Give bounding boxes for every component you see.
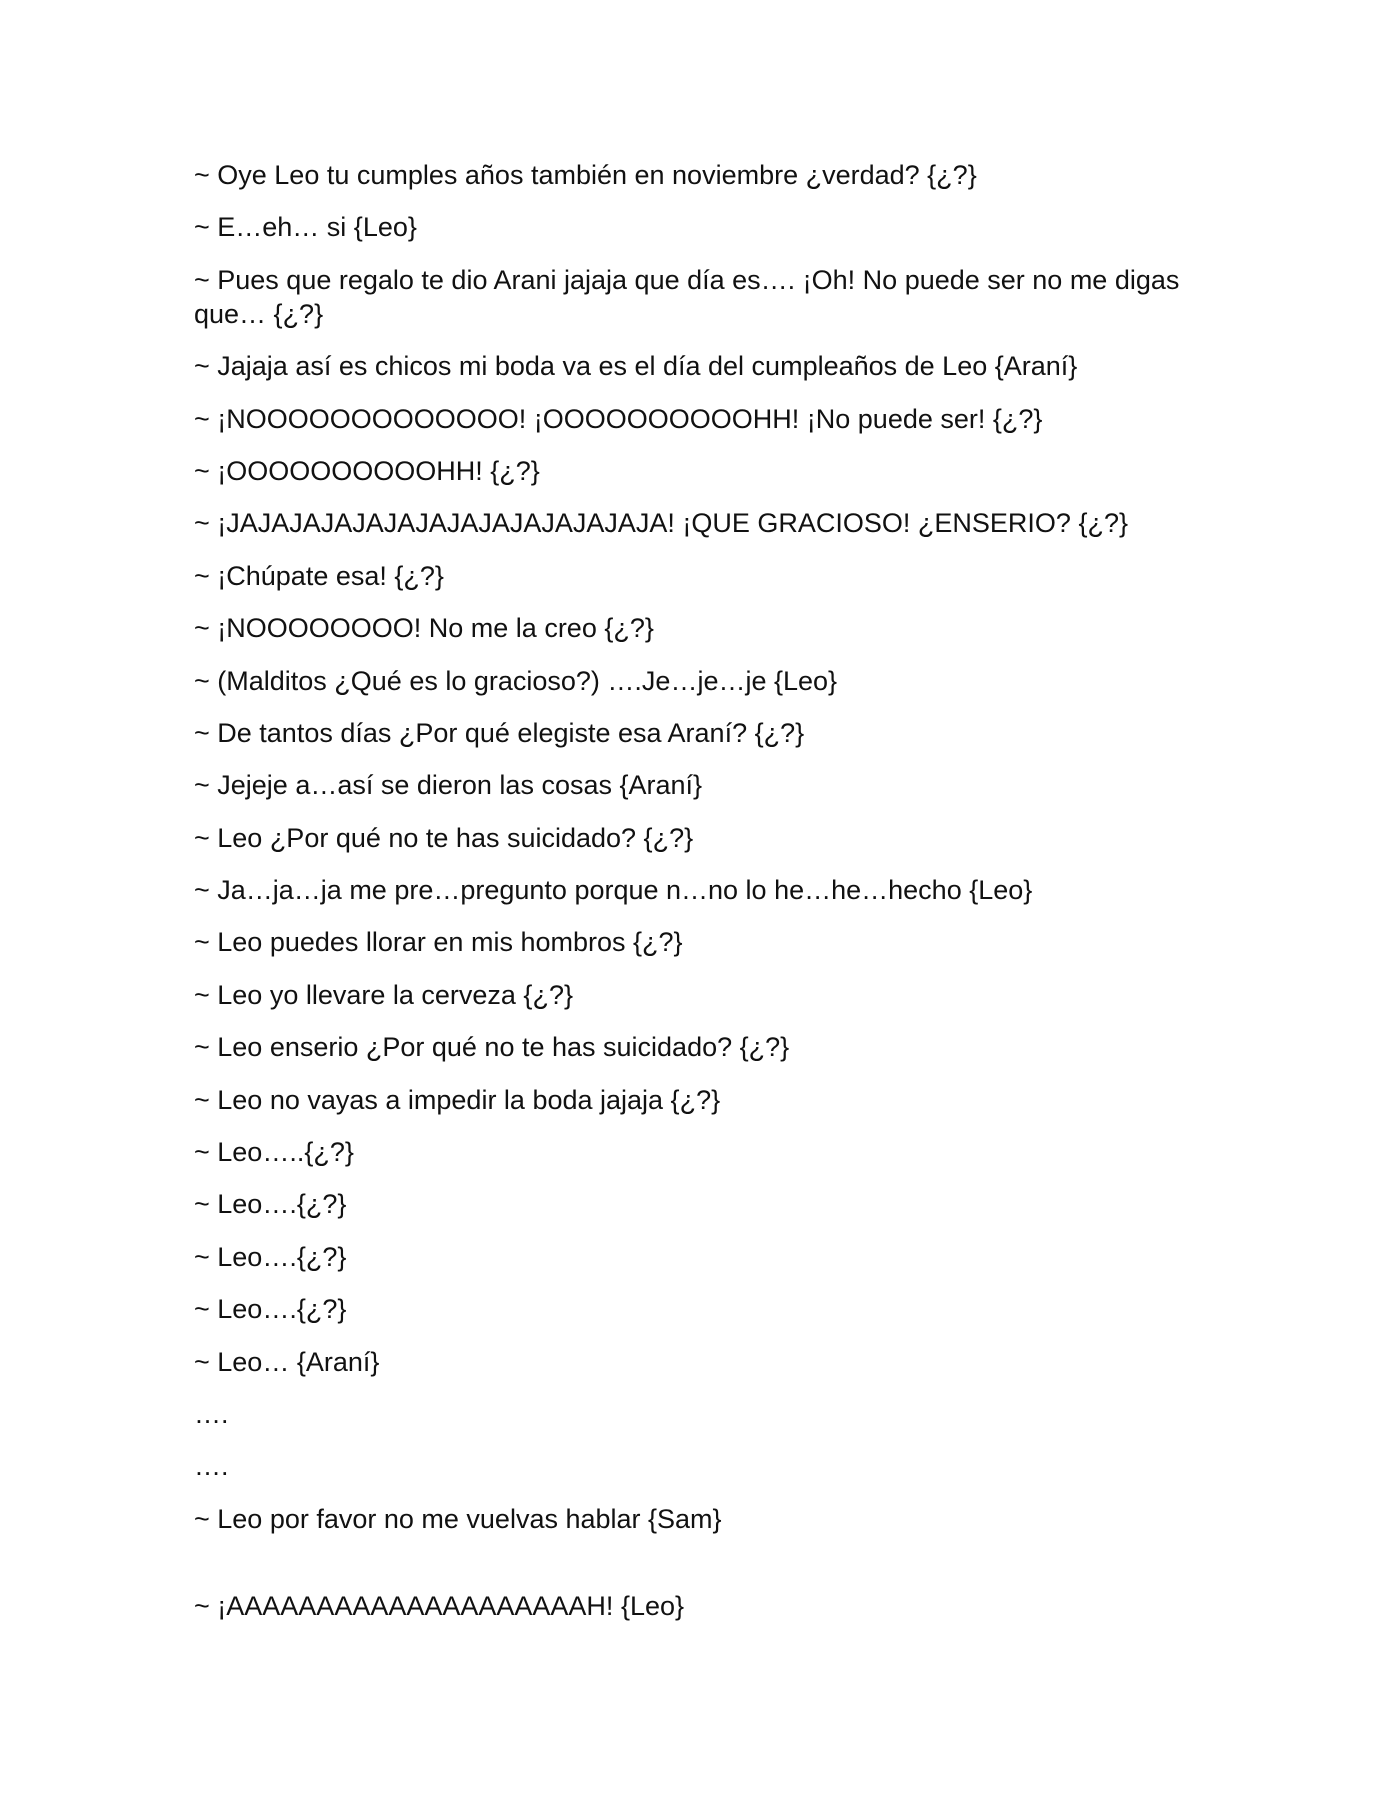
dialogue-line-24: ~ Leo por favor no me vuelvas hablar {Sam} — [194, 1503, 722, 1534]
ellipsis-line-1: …. — [194, 1398, 229, 1429]
dialogue-line-4: ~ Jajaja así es chicos mi boda va es el día del cumpleaños de Leo {Araní} — [194, 351, 1078, 382]
dialogue-line-3: ~ Pues que regalo te dio Arani jajaja que día es…. ¡Oh! No puede ser no me digas que… {¿?} — [194, 264, 1180, 329]
dialogue-line-14: ~ Ja…ja…ja me pre…pregunto porque n…no lo he…he…hecho {Leo} — [194, 875, 1033, 906]
dialogue-line-2: ~ E…eh… si {Leo} — [194, 212, 417, 243]
dialogue-line-19: ~ Leo…..{¿?} — [194, 1137, 354, 1168]
dialogue-line-11: ~ De tantos días ¿Por qué elegiste esa Araní? {¿?} — [194, 717, 805, 748]
ellipsis-line-2: …. — [194, 1451, 229, 1482]
dialogue-line-7: ~ ¡JAJAJAJAJAJAJAJAJAJAJAJAJAJA! ¡QUE GRACIOSO! ¿ENSERIO? {¿?} — [194, 508, 1128, 539]
dialogue-line-10: ~ (Malditos ¿Qué es lo gracioso?) ….Je…je…je {Leo} — [194, 665, 838, 696]
dialogue-line-6: ~ ¡OOOOOOOOOOHH! {¿?} — [194, 455, 540, 486]
dialogue-line-17: ~ Leo enserio ¿Por qué no te has suicidado? {¿?} — [194, 1032, 790, 1063]
dialogue-line-21: ~ Leo….{¿?} — [194, 1241, 347, 1272]
dialogue-text — [194, 158, 1214, 1641]
dialogue-line-20: ~ Leo….{¿?} — [194, 1189, 347, 1220]
dialogue-line-23: ~ Leo… {Araní} — [194, 1346, 380, 1377]
dialogue-line-9: ~ ¡NOOOOOOOO! No me la creo {¿?} — [194, 613, 654, 644]
dialogue-line-12: ~ Jejeje a…así se dieron las cosas {Araní} — [194, 770, 703, 801]
dialogue-line-18: ~ Leo no vayas a impedir la boda jajaja {¿?} — [194, 1084, 721, 1115]
dialogue-line-22: ~ Leo….{¿?} — [194, 1294, 347, 1325]
dialogue-line-16: ~ Leo yo llevare la cerveza {¿?} — [194, 979, 573, 1010]
dialogue-line-13: ~ Leo ¿Por qué no te has suicidado? {¿?} — [194, 822, 694, 853]
dialogue-line-25: ~ ¡AAAAAAAAAAAAAAAAAAAAH! {Leo} — [194, 1590, 685, 1621]
dialogue-line-8: ~ ¡Chúpate esa! {¿?} — [194, 560, 444, 591]
dialogue-line-5: ~ ¡NOOOOOOOOOOOOO! ¡OOOOOOOOOOHH! ¡No puede ser! {¿?} — [194, 403, 1043, 434]
dialogue-line-1: ~ Oye Leo tu cumples años también en noviembre ¿verdad? {¿?} — [194, 160, 977, 190]
dialogue-line-15: ~ Leo puedes llorar en mis hombros {¿?} — [194, 927, 683, 958]
